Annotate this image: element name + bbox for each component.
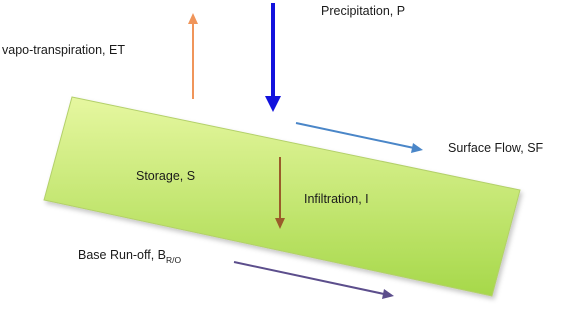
infiltration-label: Infiltration, I	[304, 192, 369, 206]
evapotranspiration-label: vapo-transpiration, ET	[2, 43, 125, 57]
storage-slab	[44, 97, 520, 296]
storage-label: Storage, S	[136, 169, 196, 183]
base-runoff-label	[78, 248, 182, 265]
evapotranspiration-arrow	[188, 13, 198, 99]
base-runoff-label-subscript: R/O	[166, 255, 182, 265]
surface-flow-label: Surface Flow, SF	[448, 141, 544, 155]
precipitation-arrow	[265, 3, 281, 112]
precipitation-label: Precipitation, P	[321, 4, 406, 18]
base-runoff-label-main: Base Run-off, B	[78, 248, 167, 262]
